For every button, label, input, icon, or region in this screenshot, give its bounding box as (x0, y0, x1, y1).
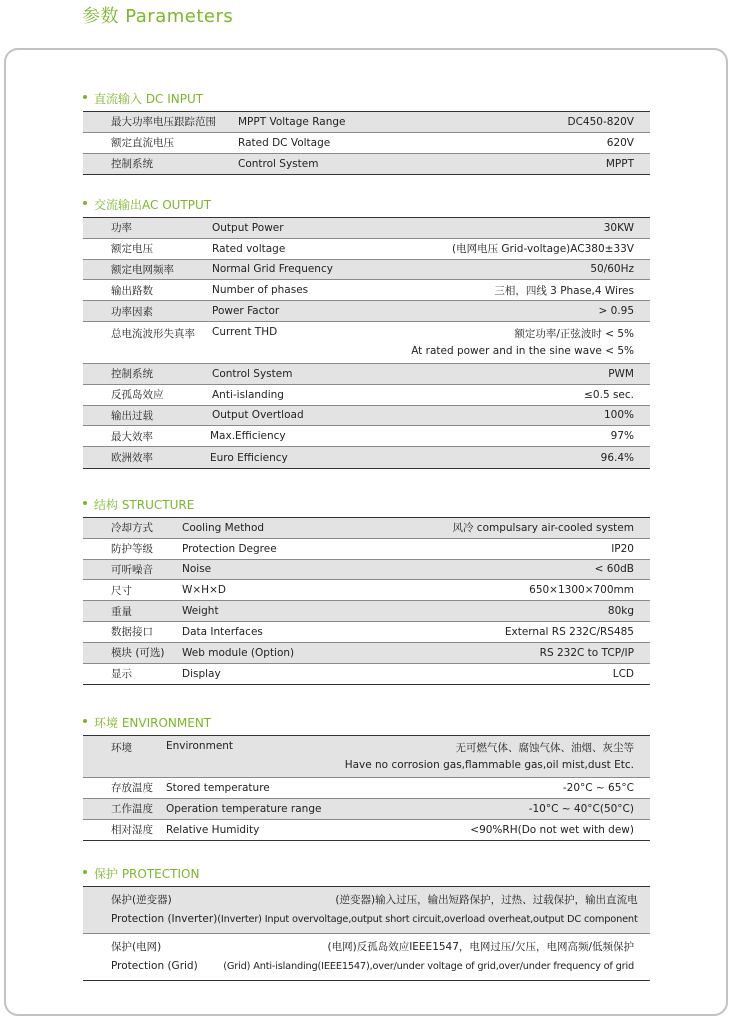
param-name-cn: 最大效率 (111, 430, 153, 443)
param-name-cn: 欧洲效率 (111, 452, 153, 465)
param-name-cn: 工作温度 (111, 803, 153, 816)
section-dc-input (83, 90, 650, 175)
table-row (83, 364, 650, 385)
param-value: <90%RH(Do not wet with dew) (470, 823, 634, 836)
bullet-dot-icon (83, 95, 87, 99)
param-name-en: Rated DC Voltage (238, 136, 331, 149)
param-value: 50/60Hz (590, 263, 634, 276)
param-value: ≤0.5 sec. (584, 388, 634, 401)
table-row (83, 887, 650, 934)
table-row (83, 239, 650, 260)
param-name-en: MPPT Voltage Range (238, 115, 346, 128)
param-name-en: Anti-islanding (212, 388, 284, 401)
param-value: -10°C ~ 40°C(50°C) (528, 802, 634, 815)
param-name-cn: 环境 (111, 742, 132, 754)
param-name-cn: 存放温度 (111, 782, 153, 795)
table-row (83, 643, 650, 664)
table-row (83, 112, 650, 133)
table-row (83, 322, 650, 364)
table-row (83, 778, 650, 799)
param-name-cn: 相对湿度 (111, 824, 153, 837)
table-row (83, 426, 650, 447)
param-value-line: Have no corrosion gas,flammable gas,oil mist,dust Etc. (344, 759, 634, 771)
table-row (83, 664, 650, 685)
protection-label-cn: 保护(逆变器) (111, 894, 172, 906)
param-name-en: Weight (182, 605, 219, 618)
protection-label-en: Protection (Grid) (111, 960, 198, 972)
param-name-cn: 控制系统 (111, 368, 153, 381)
protection-value-en: (Grid) Anti-islanding(IEEE1547),over/under voltage of grid,over/under frequency of grid (223, 961, 634, 972)
param-name-cn: 模块 (可选) (111, 647, 165, 660)
param-value (233, 740, 650, 774)
protection-label-en: Protection (Inverter) (111, 913, 218, 925)
param-name-en: Display (182, 667, 221, 680)
param-value: 100% (603, 409, 634, 422)
param-value: MPPT (605, 157, 634, 170)
param-name-cn: 可听噪音 (111, 563, 153, 576)
param-value: DC450-820V (567, 115, 634, 128)
section-structure (83, 496, 650, 685)
param-value-line: 无可燃气体、腐蚀气体、油烟、灰尘等 (455, 742, 634, 754)
param-value: -20°C ~ 65°C (562, 781, 634, 794)
table-row (83, 736, 650, 778)
param-value: 风冷 compulsary air-cooled system (452, 522, 634, 535)
param-value: 96.4% (600, 451, 634, 464)
param-name-cn: 额定电网频率 (111, 263, 174, 276)
bullet-dot-icon (83, 501, 87, 505)
param-name-en: Data Interfaces (182, 625, 263, 638)
protection-value-cn: (电网)反孤岛效应IEEE1547，电网过压/欠压，电网高频/低频保护 (327, 941, 634, 953)
param-name-cn: 功率 (111, 222, 132, 235)
param-name-cn: 最大功率电压跟踪范围 (111, 116, 216, 129)
param-value: < 60dB (594, 563, 634, 576)
param-name-en: Control System (238, 157, 319, 170)
section-title: 直流输入 DC INPUT (94, 92, 204, 106)
param-name-cn: 额定直流电压 (111, 137, 174, 150)
param-name-en: W×H×D (182, 584, 226, 597)
protection-value-en: (Inverter) Input overvoltage,output short circuit,overload overheat,output DC component (217, 914, 638, 925)
param-name-cn: 额定电压 (111, 243, 153, 256)
section-heading (83, 865, 650, 881)
table-row (83, 385, 650, 406)
spec-table (83, 735, 650, 841)
param-name-en: Operation temperature range (166, 802, 322, 815)
protection-label (111, 891, 217, 929)
param-name-cn: 尺寸 (111, 584, 132, 597)
param-name-en: Web module (Option) (182, 646, 295, 659)
param-name-cn: 输出路数 (111, 284, 153, 297)
table-row (83, 622, 650, 643)
bullet-dot-icon (83, 870, 87, 874)
param-name-en: Control System (212, 367, 293, 380)
param-value: LCD (612, 667, 634, 680)
table-row (83, 301, 650, 322)
section-protection (83, 865, 650, 981)
param-name-en: Noise (182, 563, 212, 576)
table-row (83, 934, 650, 980)
param-name-en: Euro Efficiency (210, 451, 288, 464)
section-heading (83, 196, 650, 212)
table-row (83, 799, 650, 820)
spec-table (83, 517, 650, 685)
param-value-line: 额定功率/正弦波时 < 5% (514, 327, 634, 340)
spec-table (83, 886, 650, 981)
param-name-cn: 防护等级 (111, 543, 153, 556)
page-title: 参数 Parameters (82, 6, 234, 27)
param-value: 650×1300×700mm (529, 584, 634, 597)
param-name-cn: 数据接口 (111, 626, 153, 639)
param-value: RS 232C to TCP/IP (539, 646, 634, 659)
section-heading (83, 496, 650, 512)
protection-value (217, 891, 637, 929)
param-name-cn: 控制系统 (111, 158, 153, 171)
table-row (83, 280, 650, 301)
section-title: 环境 ENVIRONMENT (94, 716, 212, 730)
protection-value-cn: (逆变器)输入过压，输出短路保护，过热、过载保护，输出直流电 (335, 894, 638, 906)
bullet-dot-icon (83, 719, 87, 723)
section-title: 结构 STRUCTURE (94, 498, 195, 512)
table-row (83, 580, 650, 601)
param-name-cn: 冷却方式 (111, 522, 153, 535)
protection-label (111, 938, 198, 976)
table-row (83, 518, 650, 539)
param-name-en: Relative Humidity (166, 823, 260, 836)
param-value (277, 326, 650, 360)
table-row (83, 406, 650, 427)
param-value: (电网电压 Grid-voltage)AC380±33V (451, 243, 634, 256)
spec-table (83, 217, 650, 469)
param-value: 三相，四线 3 Phase,4 Wires (494, 284, 634, 297)
section-ac-output (83, 196, 650, 469)
table-row (83, 260, 650, 281)
param-value: IP20 (611, 542, 634, 555)
param-value: 620V (606, 136, 634, 149)
param-name-en: Number of phases (212, 284, 309, 297)
table-row (83, 820, 650, 841)
section-heading (83, 90, 650, 106)
param-name-cn: 重量 (111, 605, 132, 618)
param-value-line: At rated power and in the sine wave < 5% (411, 344, 634, 357)
param-value: 80kg (607, 605, 634, 618)
param-name-en: Stored temperature (166, 781, 270, 794)
table-row (83, 218, 650, 239)
param-name-en: Output Power (212, 221, 284, 234)
param-name-cn: 总电流波形失真率 (111, 327, 195, 340)
table-row (83, 447, 650, 468)
param-name-en: Output Overtload (212, 409, 304, 422)
protection-value (223, 938, 634, 976)
param-name-cn: 输出过载 (111, 409, 153, 422)
param-name-en: Environment (166, 740, 234, 752)
param-value: 30KW (603, 221, 634, 234)
section-title: 交流输出AC OUTPUT (94, 198, 212, 212)
param-name-cn: 反孤岛效应 (111, 389, 164, 402)
param-name-en: Max.Efficiency (210, 430, 286, 443)
bullet-dot-icon (83, 201, 87, 205)
section-heading (83, 714, 650, 730)
param-name-cn: 功率因素 (111, 305, 153, 318)
param-name-en: Protection Degree (182, 542, 277, 555)
param-name-en: Rated voltage (212, 242, 286, 255)
param-value: External RS 232C/RS485 (504, 625, 634, 638)
param-name-en: Normal Grid Frequency (212, 263, 333, 276)
table-row (83, 601, 650, 622)
spec-table (83, 111, 650, 175)
param-name-en: Power Factor (212, 305, 280, 318)
param-name-en: Current THD (212, 325, 278, 338)
protection-label-cn: 保护(电网) (111, 941, 162, 953)
param-value: > 0.95 (598, 305, 634, 318)
table-row (83, 154, 650, 175)
param-value: 97% (610, 430, 634, 443)
param-value: PWM (608, 367, 634, 380)
table-row (83, 560, 650, 581)
table-row (83, 539, 650, 560)
param-name-en: Cooling Method (182, 521, 265, 534)
table-row (83, 133, 650, 154)
section-environment (83, 714, 650, 841)
param-name-cn: 显示 (111, 668, 132, 681)
section-title: 保护 PROTECTION (94, 867, 200, 881)
